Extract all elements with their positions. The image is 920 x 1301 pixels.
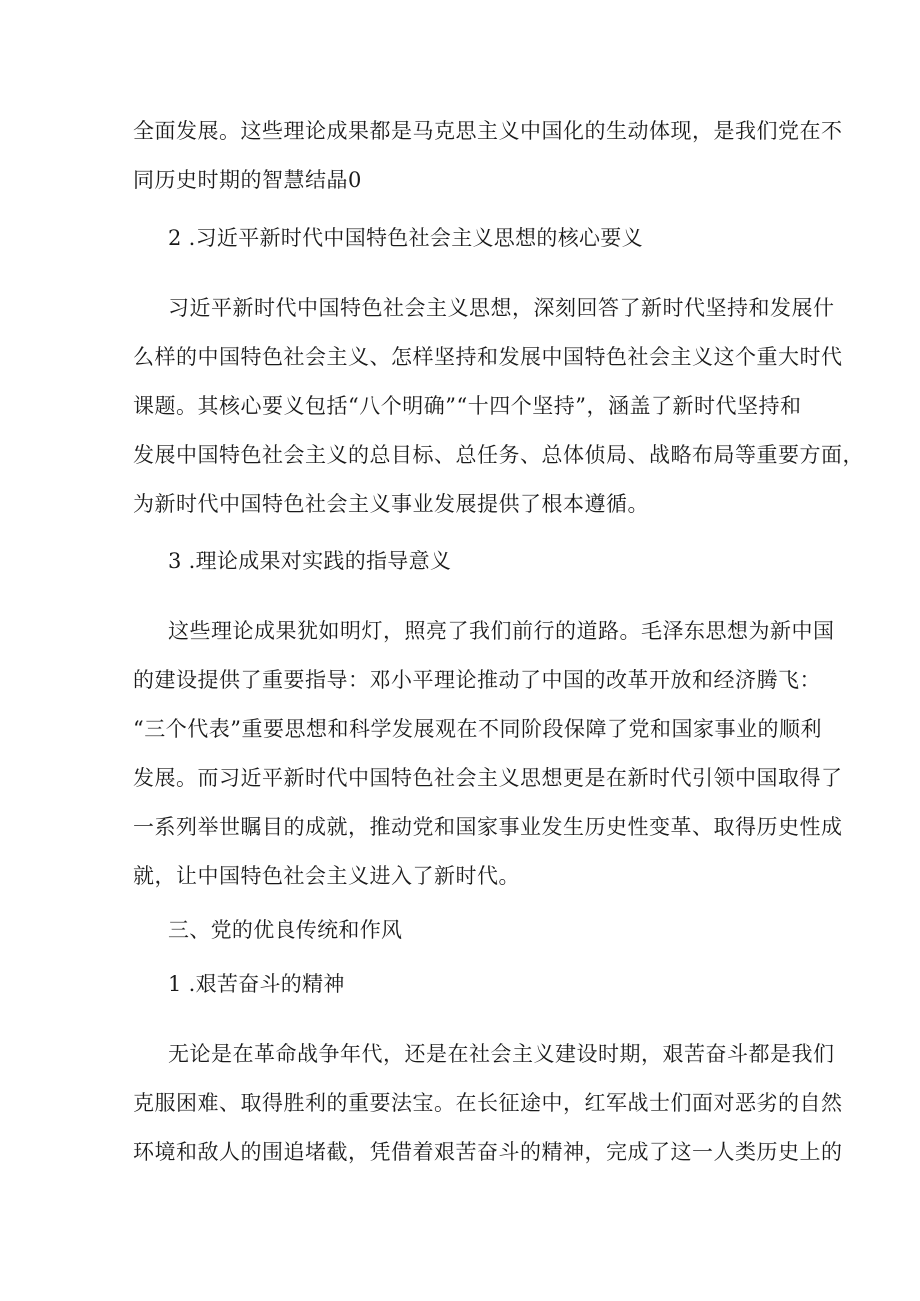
section-heading: 1 .艰苦奋斗的精神 (168, 972, 345, 996)
paragraph-line: 这些理论成果犹如明灯，照亮了我们前行的道路。毛泽东思想为新中国 (168, 619, 835, 643)
paragraph-line: 就，让中国特色社会主义进入了新时代。 (133, 864, 520, 888)
paragraph-line: 一系列举世瞩目的成就，推动党和国家事业发生历史性变革、取得历史性成 (133, 815, 843, 839)
paragraph-line: 无论是在革命战争年代，还是在社会主义建设时期，艰苦奋斗都是我们 (168, 1042, 835, 1066)
paragraph-line: “三个代表”重要思想和科学发展观在不同阶段保障了党和国家事业的顺利 (133, 717, 822, 741)
paragraph-line: 的建设提供了重要指导：邓小平理论推动了中国的改革开放和经济腾飞： (133, 668, 821, 692)
paragraph-line: 同历史时期的智慧结晶0 (133, 168, 362, 192)
chapter-heading: 三、党的优良传统和作风 (168, 918, 403, 942)
paragraph-line: 发展中国特色社会主义的总目标、总任务、总体侦局、战略布局等重要方面， (133, 443, 864, 467)
paragraph-line: 发展。而习近平新时代中国特色社会主义思想更是在新时代引领中国取得了 (133, 766, 843, 790)
paragraph-line: 么样的中国特色社会主义、怎样坚持和发展中国特色社会主义这个重大时代 (133, 345, 843, 369)
paragraph-line: 克服困难、取得胜利的重要法宝。在长征途中，红军战士们面对恶劣的自然 (133, 1091, 843, 1115)
paragraph-line: 环境和敌人的围追堵截，凭借着艰苦奋斗的精神，完成了这一人类历史上的 (133, 1140, 843, 1164)
section-heading: 2 .习近平新时代中国特色社会主义思想的核心要义 (168, 226, 643, 250)
section-heading: 3 .理论成果对实践的指导意义 (168, 549, 452, 573)
paragraph-line: 习近平新时代中国特色社会主义思想，深刻回答了新时代坚持和发展什 (168, 296, 835, 320)
paragraph-line: 课题。其核心要义包括“八个明确”“十四个坚持”，涵盖了新时代坚持和 (133, 394, 802, 418)
paragraph-line: 全面发展。这些理论成果都是马克思主义中国化的生动体现，是我们党在不 (133, 119, 843, 143)
paragraph-line: 为新时代中国特色社会主义事业发展提供了根本遵循。 (133, 492, 649, 516)
